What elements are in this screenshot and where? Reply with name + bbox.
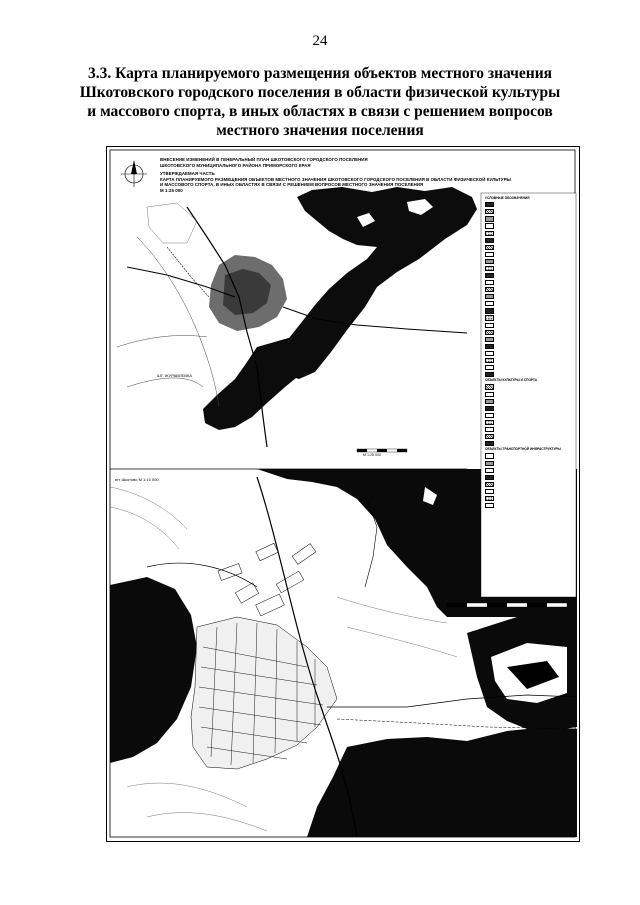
legend-item: [485, 453, 577, 458]
legend-item: [485, 503, 577, 508]
legend-item: [485, 223, 577, 228]
legend-item: [485, 245, 577, 250]
legend-item: [485, 287, 577, 292]
legend-item: [485, 351, 577, 356]
legend-item: [485, 489, 577, 494]
village-label: ШТ. ЖУРАВЛЕВКА: [157, 373, 192, 378]
legend-item: [485, 301, 577, 306]
legend-item: [485, 337, 577, 342]
map-header-line: УТВЕРЖДАЕМАЯ ЧАСТЬ: [160, 171, 215, 177]
map-header-line: И МАССОВОГО СПОРТА, В ИНЫХ ОБЛАСТЯХ В СВЯЗИ С РЕШЕНИЕМ ВОПРОСОВ МЕСТНОГО ЗНАЧЕНИЯ ПОСЕЛЕНИЯ: [160, 182, 424, 188]
page-number: 24: [312, 33, 328, 49]
scale-bar-label: М 1:25 000: [363, 453, 381, 457]
legend-item: [485, 315, 577, 320]
legend-item: [485, 482, 577, 487]
legend-item: [485, 434, 577, 439]
inset-map-label: пгт Шкотово М 1:10 000: [115, 477, 159, 482]
legend-heading: УСЛОВНЫЕ ОБОЗНАЧЕНИЯ: [485, 196, 530, 200]
legend-item: [485, 330, 577, 335]
section-title-line: 3.3. Карта планируемого размещения объектов местного значения: [87, 65, 553, 82]
legend-item: [485, 420, 577, 425]
legend-item: [485, 280, 577, 285]
legend-item: [485, 406, 577, 411]
map-legend: [485, 195, 577, 595]
legend-item: [485, 216, 577, 221]
section-title: [70, 64, 570, 140]
legend-item: [485, 252, 577, 257]
legend-item: [485, 358, 577, 363]
legend-item: [485, 259, 577, 264]
legend-item: [485, 266, 577, 271]
section-title-line: местного значения поселения: [216, 122, 424, 139]
legend-item: [485, 365, 577, 370]
legend-item: [485, 496, 577, 501]
legend-item: [485, 461, 577, 466]
legend-item: [485, 209, 577, 214]
legend-item: [485, 384, 577, 389]
legend-item: [485, 231, 577, 236]
legend-item: [485, 202, 577, 207]
legend-item: [485, 372, 577, 377]
legend-item: [485, 294, 577, 299]
inset-scale-bar: [447, 603, 567, 607]
legend-item: [485, 238, 577, 243]
legend-heading: ОБЪЕКТЫ КУЛЬТУРЫ И СПОРТА: [485, 378, 538, 383]
map-scale-note: М 1:25 000: [160, 187, 183, 193]
section-title-line: и массового спорта, в иных областях в связи с решением вопросов: [87, 103, 553, 120]
legend-item: [485, 392, 577, 397]
legend-item: [485, 427, 577, 432]
legend-item: [485, 441, 577, 446]
map-header-line: КАРТА ПЛАНИРУЕМОГО РАЗМЕЩЕНИЯ ОБЪЕКТОВ МЕСТНОГО ЗНАЧЕНИЯ ШКОТОВСКОГО ГОРОДСКОГО ПОСЕЛЕНИЯ В ОБЛАСТИ ФИЗИЧЕСКОЙ КУЛЬТУРЫ: [160, 176, 511, 182]
legend-item: [485, 308, 577, 313]
map-figure: [106, 146, 580, 842]
legend-heading: ОБЪЕКТЫ ТРАНСПОРТНОЙ ИНФРАСТРУКТУРЫ: [485, 447, 561, 452]
legend-item: [485, 344, 577, 349]
legend-item: [485, 468, 577, 473]
map-header-line: ШКОТОВСКОГО МУНИЦИПАЛЬНОГО РАЙОНА ПРИМОРСКОГО КРАЯ: [160, 162, 311, 168]
legend-item: [485, 273, 577, 278]
legend-item: [485, 413, 577, 418]
map-header: [160, 157, 570, 194]
section-title-line: Шкотовского городского поселения в области физической культуры: [79, 84, 561, 101]
bay-label: ЗАЛИВ: [315, 279, 329, 284]
legend-item: [485, 323, 577, 328]
scale-bar: [357, 449, 407, 452]
legend-item: [485, 399, 577, 404]
map-header-line: ВНЕСЕНИЕ ИЗМЕНЕНИЙ В ГЕНЕРАЛЬНЫЙ ПЛАН ШКОТОВСКОГО ГОРОДСКОГО ПОСЕЛЕНИЯ: [160, 157, 368, 162]
legend-item: [485, 475, 577, 480]
